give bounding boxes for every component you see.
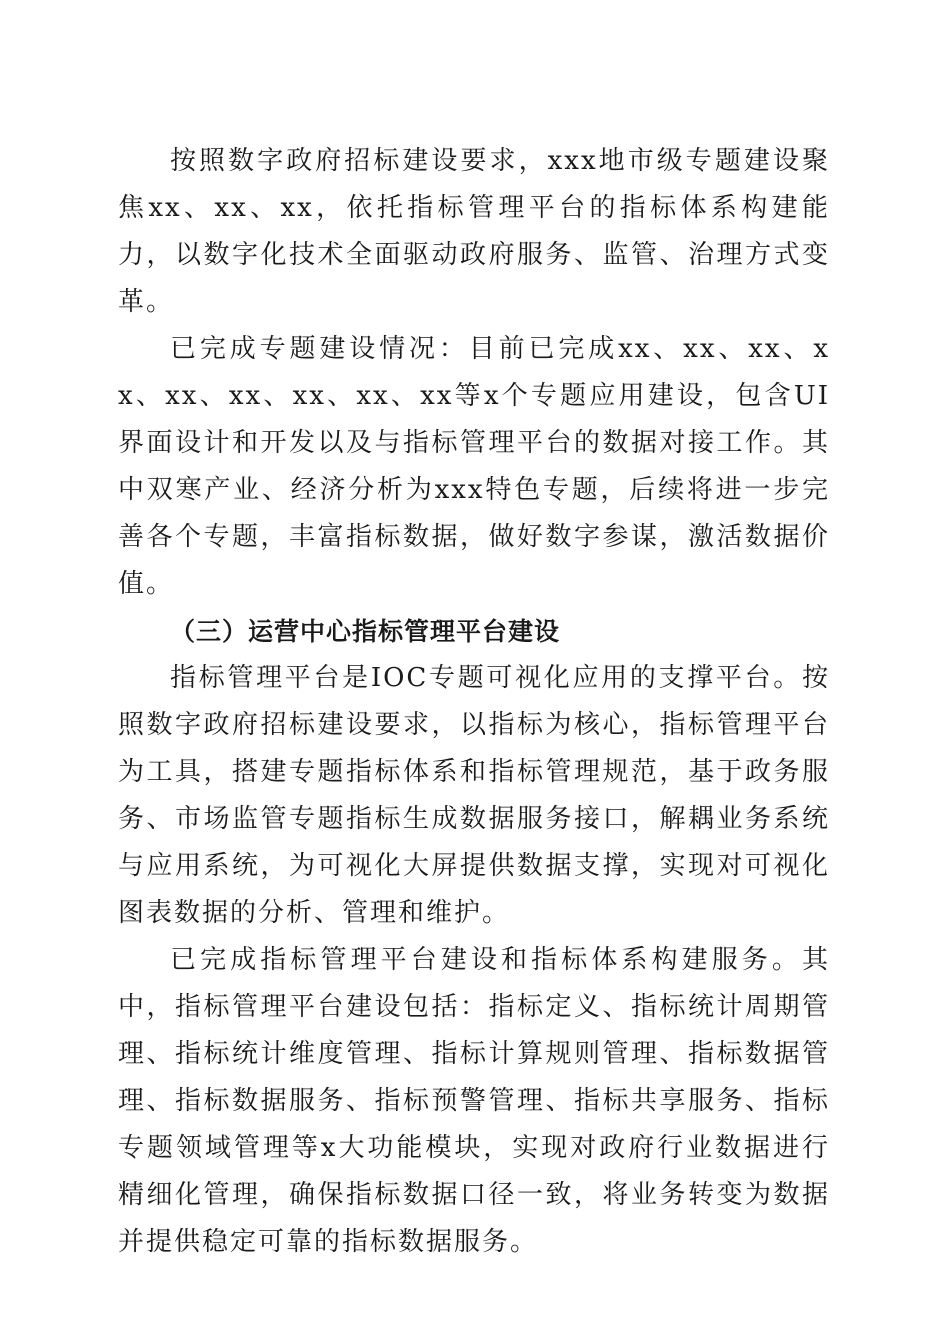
document-body (118, 138, 830, 1266)
section-heading: （三）运营中心指标管理平台建设 (170, 617, 561, 646)
paragraph-1: 按照数字政府招标建设要求，xxx地市级专题建设聚焦xx、xx、xx，依托指标管理平台的指标体系构建能力，以数字化技术全面驱动政府服务、监管、治理方式变革。 (118, 146, 830, 317)
paragraph-3: 指标管理平台是IOC专题可视化应用的支撑平台。按照数字政府招标建设要求，以指标为核心，指标管理平台为工具，搭建专题指标体系和指标管理规范，基于政务服务、市场监管专题指标生成数据服务接口，解耦业务系统与应用系统，为可视化大屏提供数据支撑，实现对可视化图表数据的分析、管理和维护。 (118, 663, 830, 928)
paragraph-2: 已完成专题建设情况：目前已完成xx、xx、xx、xx、xx、xx、xx、xx、xx等x个专题应用建设，包含UI界面设计和开发以及与指标管理平台的数据对接工作。其中双寒产业、经济分析为xxx特色专题，后续将进一步完善各个专题，丰富指标数据，做好数字参谋，激活数据价值。 (118, 334, 830, 599)
paragraph-4: 已完成指标管理平台建设和指标体系构建服务。其中，指标管理平台建设包括：指标定义、指标统计周期管理、指标统计维度管理、指标计算规则管理、指标数据管理、指标数据服务、指标预警管理、指标共享服务、指标专题领域管理等x大功能模块，实现对政府行业数据进行精细化管理，确保指标数据口径一致，将业务转变为数据并提供稳定可靠的指标数据服务。 (118, 945, 830, 1257)
